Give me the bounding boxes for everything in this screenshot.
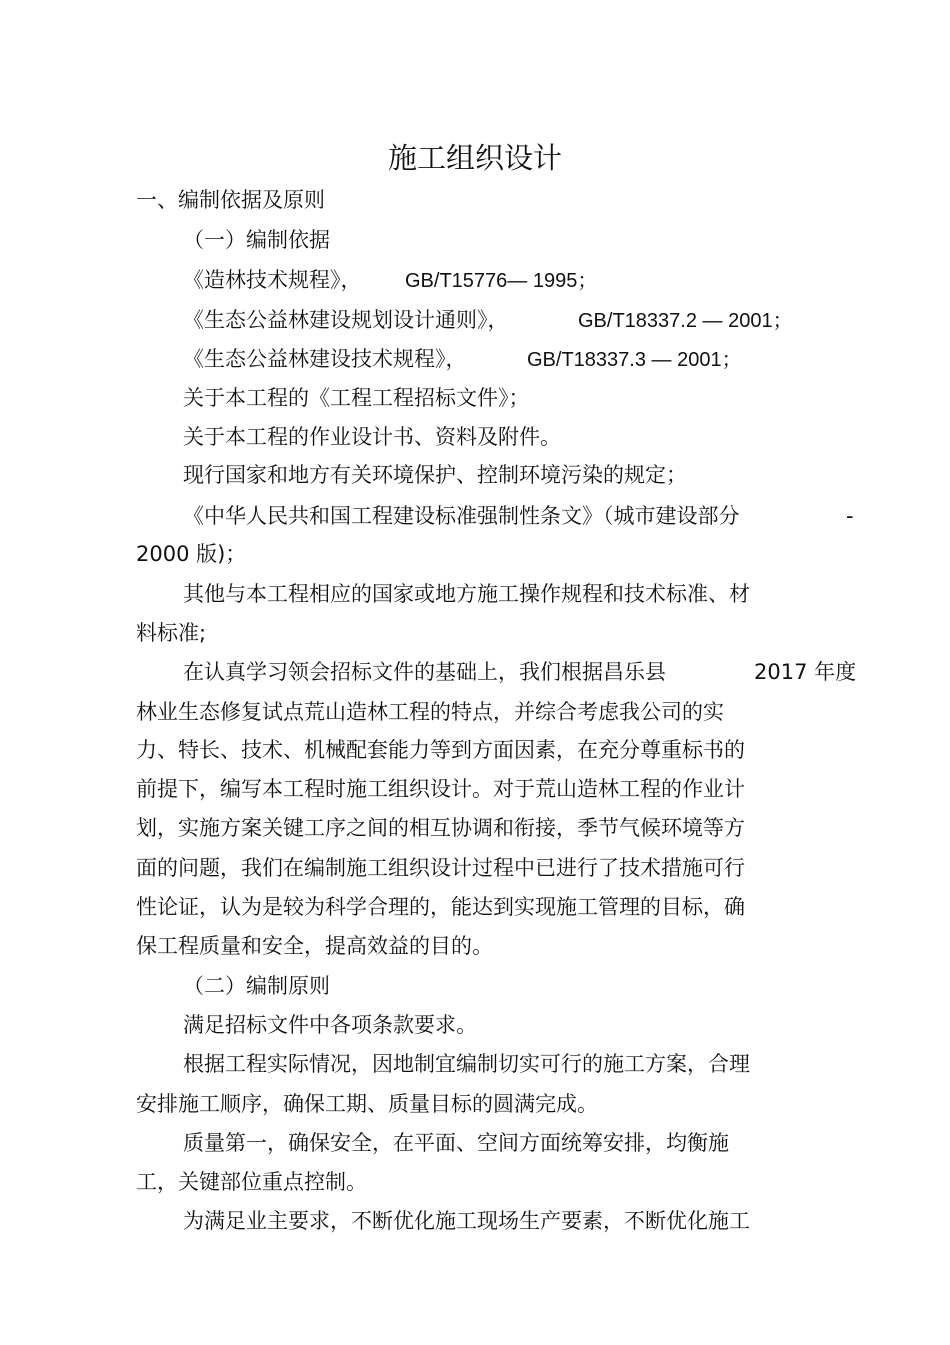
principle-line: 质量第一，确保安全，在平面、空间方面统筹安排，均衡施 xyxy=(183,1131,729,1155)
basis-item: 关于本工程的作业设计书、资料及附件。 xyxy=(183,425,561,449)
paragraph-line: 性论证，认为是较为科学合理的，能达到实现施工管理的目标，确 xyxy=(136,895,745,919)
paragraph-line: 划，实施方案关键工序之间的相互协调和衔接，季节气候环境等方 xyxy=(136,816,745,840)
subsection-heading: （一）编制依据 xyxy=(183,228,330,252)
paragraph-line: 力、特长、技术、机械配套能力等到方面因素，在充分尊重标书的 xyxy=(136,738,745,762)
standard-dash: - xyxy=(846,504,854,528)
other-standards-line: 其他与本工程相应的国家或地方施工操作规程和技术标准、材 xyxy=(183,582,750,606)
reference-code: GB/T18337.2 — 2001； xyxy=(578,310,793,332)
document-title: 施工组织设计 xyxy=(387,141,562,175)
principle-line: 安排施工顺序，确保工期、质量目标的圆满完成。 xyxy=(136,1092,598,1116)
standard-line: 《中华人民共和国工程建设标准强制性条文》（城市建设部分 xyxy=(183,504,740,528)
principle-line: 满足招标文件中各项条款要求。 xyxy=(183,1013,477,1037)
reference-name: 《造林技术规程》， xyxy=(183,268,362,292)
basis-item: 关于本工程的《工程工程招标文件》； xyxy=(183,386,530,410)
principle-line: 为满足业主要求，不断优化施工现场生产要素，不断优化施工 xyxy=(183,1209,750,1233)
section-heading: 一、编制依据及原则 xyxy=(136,188,325,212)
paragraph-line: 在认真学习领会招标文件的基础上，我们根据昌乐县 xyxy=(183,660,666,684)
paragraph-line: 前提下，编写本工程时施工组织设计。对于荒山造林工程的作业计 xyxy=(136,777,745,801)
paragraph-line: 保工程质量和安全，提高效益的目的。 xyxy=(136,934,493,958)
standard-line-cont: 2000 版)； xyxy=(136,542,247,566)
reference-code: GB/T18337.3 — 2001； xyxy=(527,349,742,371)
paragraph-line: 林业生态修复试点荒山造林工程的特点，并综合考虑我公司的实 xyxy=(136,700,724,724)
subsection-heading: （二）编制原则 xyxy=(183,974,330,998)
reference-code: GB/T15776— 1995； xyxy=(405,270,598,292)
principle-line: 工，关键部位重点控制。 xyxy=(136,1170,367,1194)
other-standards-line-cont: 料标准; xyxy=(136,621,207,645)
reference-name: 《生态公益林建设技术规程》， xyxy=(183,347,467,371)
principle-line: 根据工程实际情况，因地制宜编制切实可行的施工方案，合理 xyxy=(183,1052,750,1076)
basis-item: 现行国家和地方有关环境保护、控制环境污染的规定； xyxy=(183,463,687,487)
paragraph-year: 2017 年度 xyxy=(754,660,857,684)
reference-name: 《生态公益林建设规划设计通则》， xyxy=(183,308,509,332)
paragraph-line: 面的问题，我们在编制施工组织设计过程中已进行了技术措施可行 xyxy=(136,856,745,880)
